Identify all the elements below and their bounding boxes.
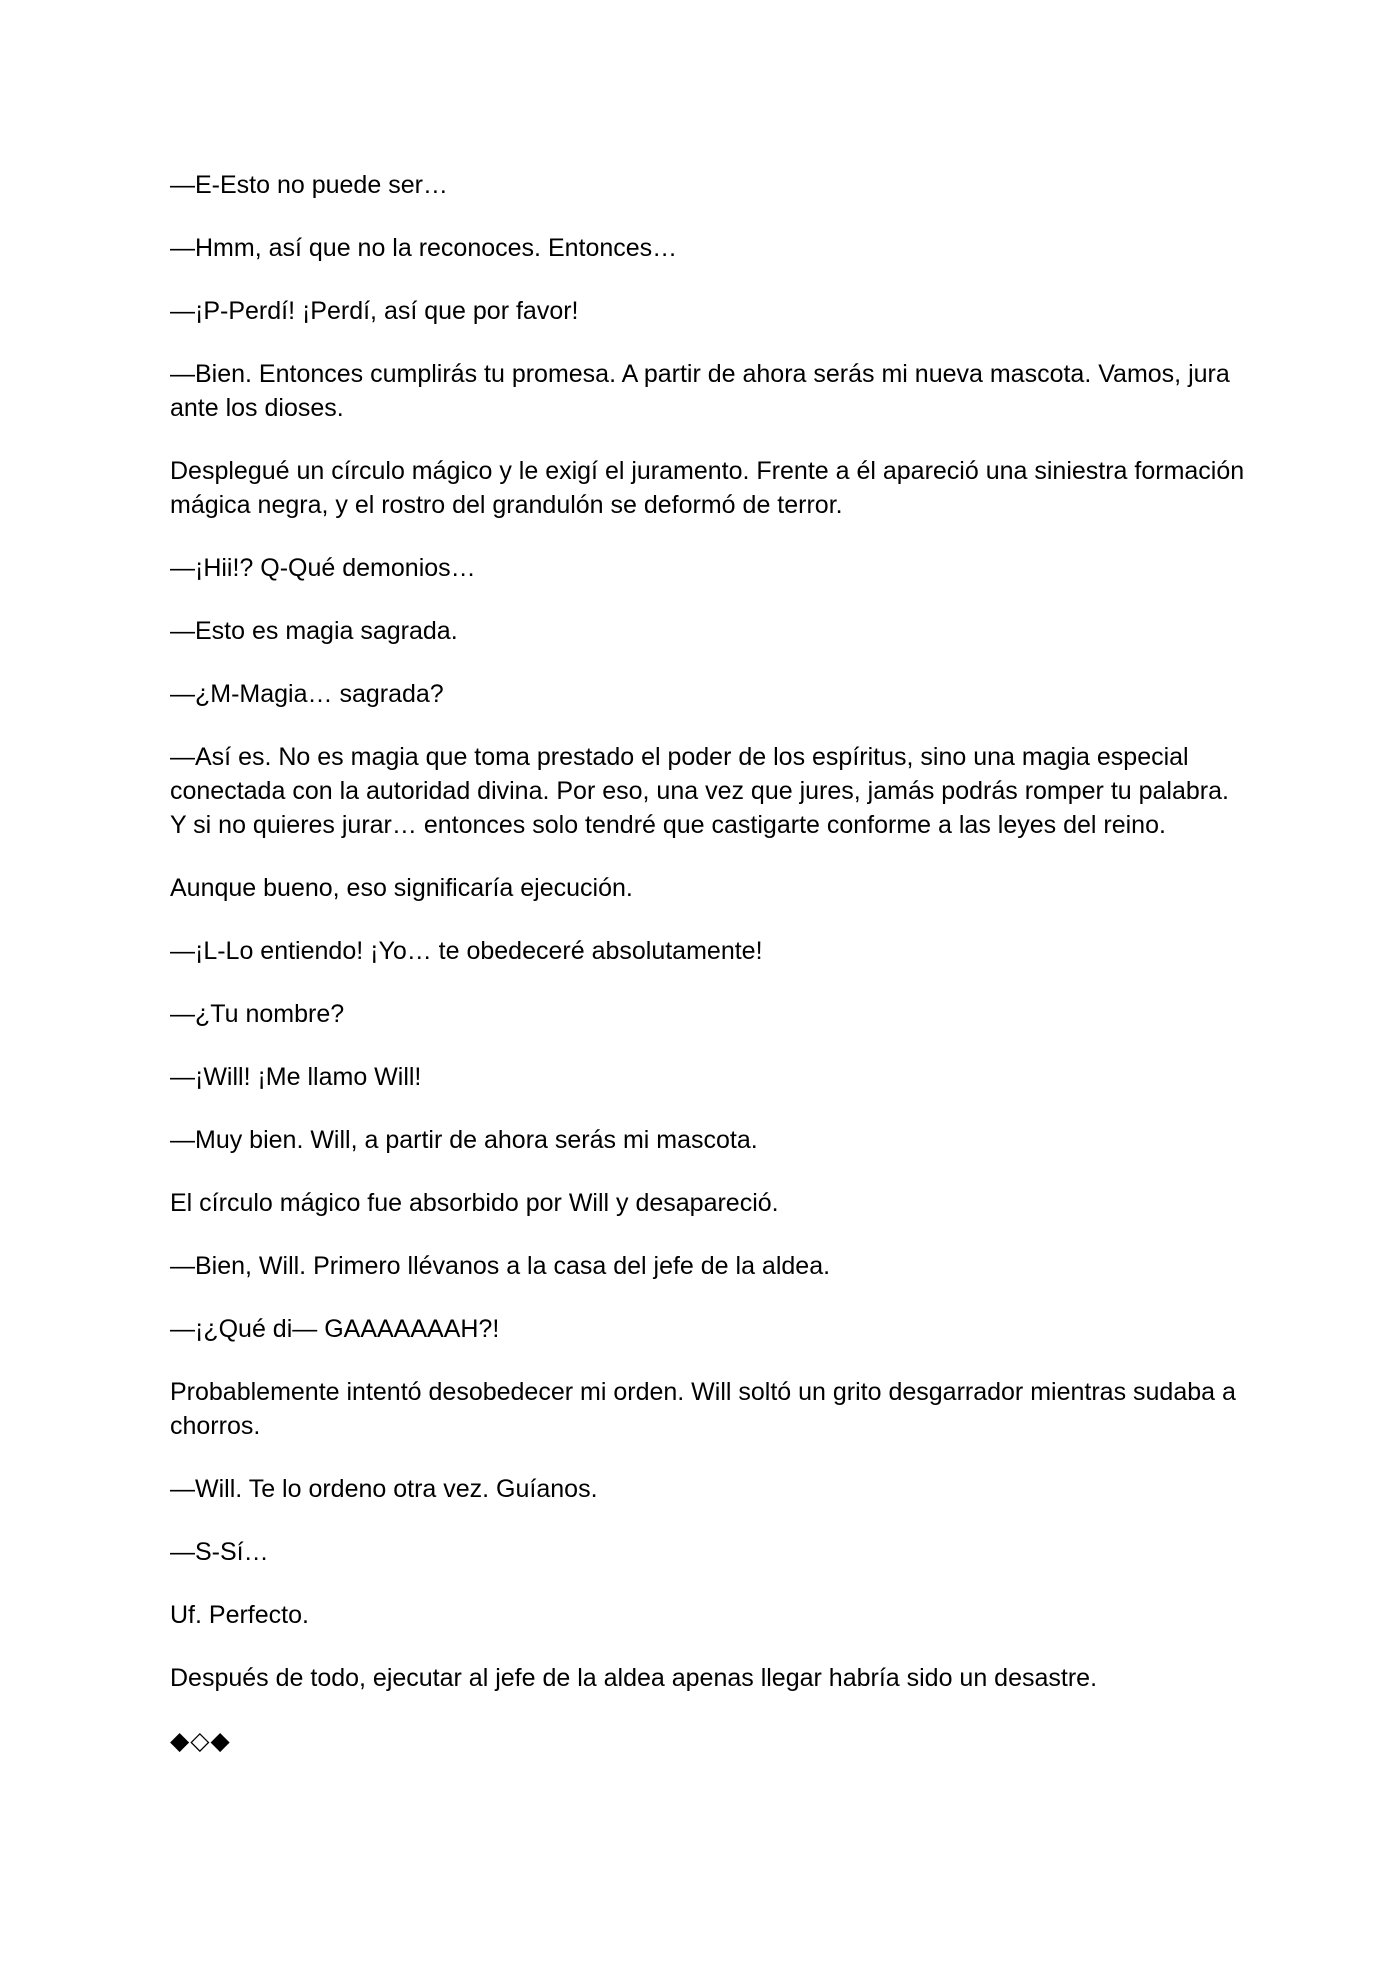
paragraph-6: —¡Hii!? Q-Qué demonios… bbox=[170, 554, 476, 582]
paragraph-2: —Hmm, así que no la reconoces. Entonces… bbox=[170, 234, 678, 262]
paragraph-15: El círculo mágico fue absorbido por Will y desapareció. bbox=[170, 1189, 779, 1217]
paragraph-4: —Bien. Entonces cumplirás tu promesa. A partir de ahora serás mi nueva mascota. Vamos, jura ante los dioses. bbox=[170, 360, 1230, 422]
paragraph-3: —¡P-Perdí! ¡Perdí, así que por favor! bbox=[170, 297, 579, 325]
paragraph-20: —S-Sí… bbox=[170, 1538, 269, 1566]
paragraph-5: Desplegué un círculo mágico y le exigí el juramento. Frente a él apareció una siniestra formación mágica negra, y el rostro del grandulón se deformó de terror. bbox=[170, 457, 1245, 519]
paragraph-12: —¿Tu nombre? bbox=[170, 1000, 345, 1028]
paragraph-10: Aunque bueno, eso significaría ejecución. bbox=[170, 874, 633, 902]
paragraph-18: Probablemente intentó desobedecer mi orden. Will soltó un grito desgarrador mientras sudaba a chorros. bbox=[170, 1378, 1236, 1440]
paragraph-19: —Will. Te lo ordeno otra vez. Guíanos. bbox=[170, 1475, 598, 1503]
paragraph-22: Después de todo, ejecutar al jefe de la aldea apenas llegar habría sido un desastre. bbox=[170, 1664, 1098, 1692]
document-body bbox=[170, 168, 1250, 1758]
paragraph-11: —¡L-Lo entiendo! ¡Yo… te obedeceré absolutamente! bbox=[170, 937, 763, 965]
paragraph-1: —E-Esto no puede ser… bbox=[170, 171, 448, 199]
paragraph-21: Uf. Perfecto. bbox=[170, 1601, 309, 1629]
paragraph-13: —¡Will! ¡Me llamo Will! bbox=[170, 1063, 422, 1091]
scene-break-separator: ◆◇◆ bbox=[170, 1726, 231, 1755]
paragraph-17: —¡¿Qué di— GAAAAAAAH?! bbox=[170, 1315, 500, 1343]
paragraph-14: —Muy bien. Will, a partir de ahora serás mi mascota. bbox=[170, 1126, 758, 1154]
paragraph-8: —¿M-Magia… sagrada? bbox=[170, 680, 444, 708]
paragraph-16: —Bien, Will. Primero llévanos a la casa del jefe de la aldea. bbox=[170, 1252, 831, 1280]
paragraph-9: —Así es. No es magia que toma prestado el poder de los espíritus, sino una magia especial conectada con la autoridad divina. Por eso, una vez que jures, jamás podrás romper tu palabra. Y si no quieres jurar… entonces solo tendré que castigarte conforme a las leyes del reino. bbox=[170, 743, 1229, 839]
paragraph-7: —Esto es magia sagrada. bbox=[170, 617, 458, 645]
